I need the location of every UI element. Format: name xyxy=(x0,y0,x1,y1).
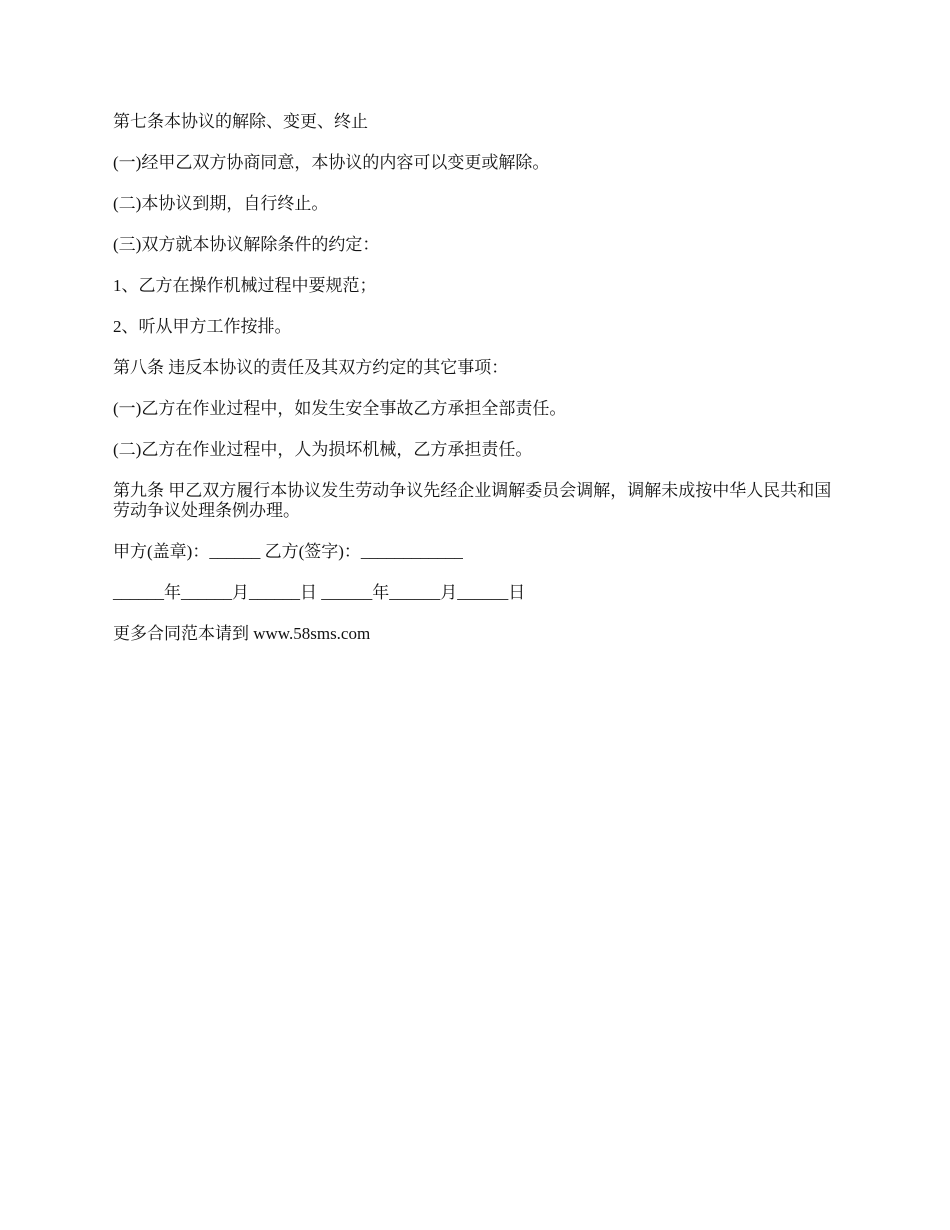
signature-line: 甲方(盖章)：______ 乙方(签字)：____________ xyxy=(113,542,463,561)
article-9-paragraph: 第九条 甲乙双方履行本协议发生劳动争议先经企业调解委员会调解，调解未成按中华人民共和国劳动争议处理条例办理。 xyxy=(113,481,832,520)
article-7-condition-2: 2、听从甲方工作按排。 xyxy=(113,317,292,336)
article-8-heading: 第八条 违反本协议的责任及其双方约定的其它事项： xyxy=(113,358,509,377)
document-body xyxy=(113,112,833,665)
article-8-clause-2: (二)乙方在作业过程中，人为损坏机械，乙方承担责任。 xyxy=(113,440,533,459)
footer-note: 更多合同范本请到 www.58sms.com xyxy=(113,624,371,643)
article-7-clause-3: (三)双方就本协议解除条件的约定： xyxy=(113,235,380,254)
article-7-clause-1: (一)经甲乙双方协商同意，本协议的内容可以变更或解除。 xyxy=(113,153,550,172)
article-8-clause-1: (一)乙方在作业过程中，如发生安全事故乙方承担全部责任。 xyxy=(113,399,567,418)
article-7-condition-1: 1、乙方在操作机械过程中要规范； xyxy=(113,276,377,295)
date-line: ______年______月______日 ______年______月______日 xyxy=(113,583,526,602)
article-7-clause-2: (二)本协议到期，自行终止。 xyxy=(113,194,329,213)
article-7-heading: 第七条本协议的解除、变更、终止 xyxy=(113,112,368,131)
